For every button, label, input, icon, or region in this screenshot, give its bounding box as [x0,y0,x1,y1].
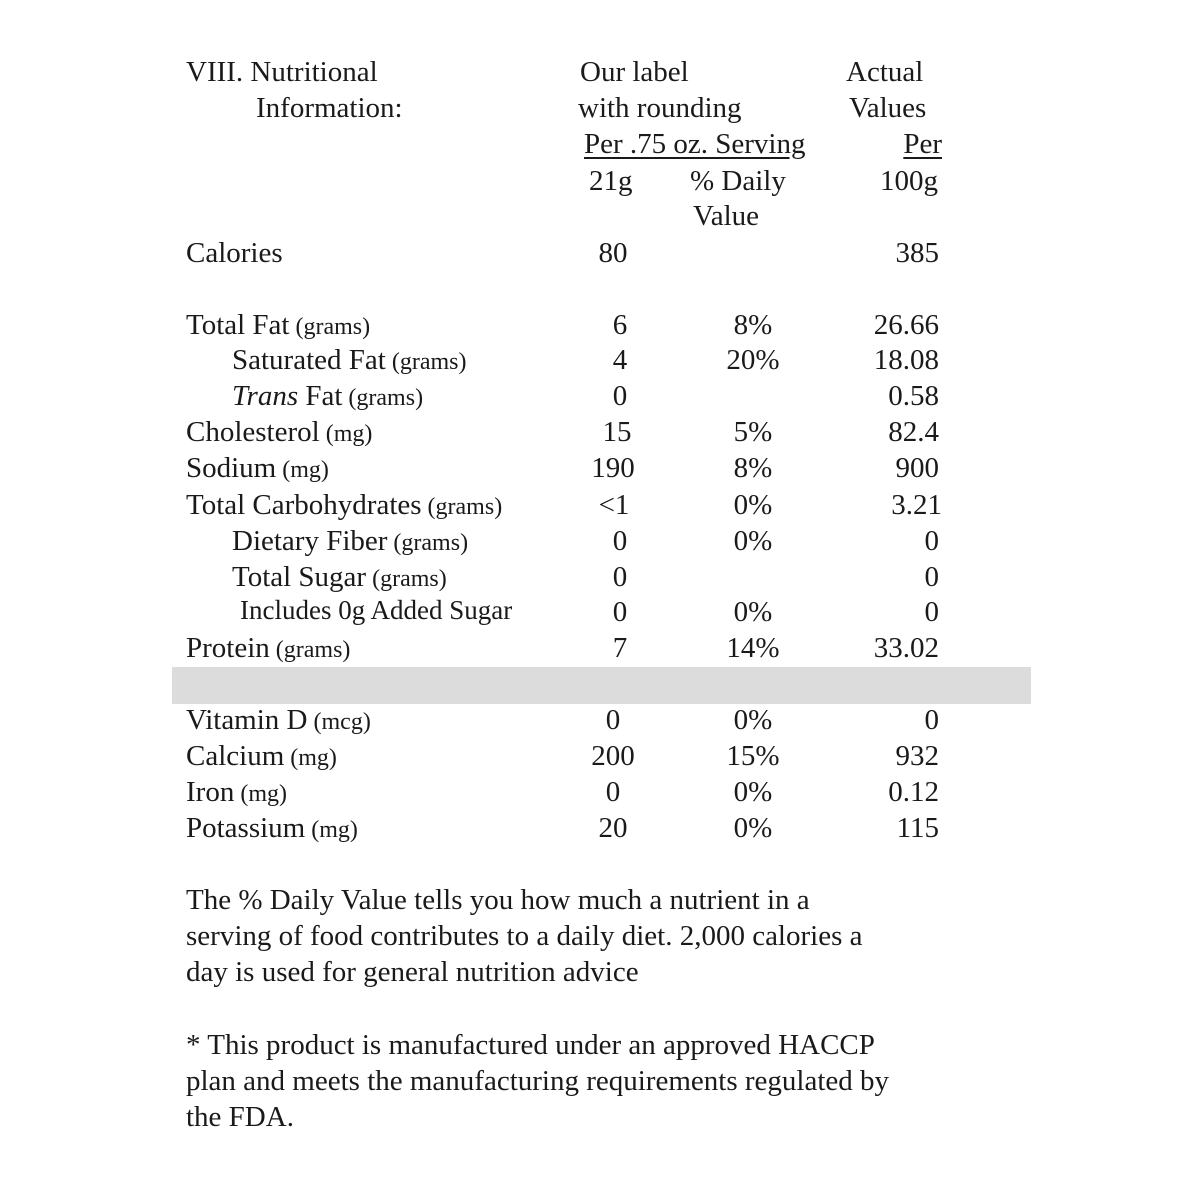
row-label-value: 0 [612,380,628,412]
separator-band [172,667,1031,704]
row-actual-value: 26.66 [873,309,939,341]
haccp-note-line: * This product is manufactured under an approved HACCP [186,1029,875,1061]
row-daily-value: 5% [733,416,773,448]
haccp-note-line: the FDA. [186,1101,294,1133]
row-actual-value: 115 [896,812,939,844]
row-daily-value: 0% [733,704,773,736]
row-label-value: 0 [612,561,628,593]
row-label-value: 20 [598,812,628,844]
row-daily-value: 8% [733,452,773,484]
row-label-value: 4 [612,344,628,376]
daily-value-note-line: day is used for general nutrition advice [186,956,639,988]
row-name-protein: Protein (grams) [186,632,351,664]
row-actual-value: 18.08 [873,344,939,376]
row-actual-value: 33.02 [873,632,939,664]
row-label-value: 7 [612,632,628,664]
row-label-value: 15 [602,416,632,448]
haccp-note-line: plan and meets the manufacturing requirements regulated by [186,1065,889,1097]
daily-value-note [186,882,863,990]
row-actual-value: 0 [924,596,939,628]
per-100g-heading: 100g [880,165,938,197]
row-label-value: 80 [598,237,628,269]
row-name-dietary-fiber: Dietary Fiber (grams) [232,525,469,557]
per-heading: Per [903,128,942,160]
row-name-total-carbohydrates: Total Carbohydrates (grams) [186,489,503,521]
row-name-sodium: Sodium (mg) [186,452,329,484]
serving-size-heading: Per .75 oz. Serving [584,128,806,160]
row-label-value: 0 [605,776,621,808]
row-name-added-sugar: Includes 0g Added Sugar [240,595,513,625]
row-label-value: 190 [591,452,635,484]
row-name-calcium: Calcium (mg) [186,740,337,772]
row-label-value: 0 [612,525,628,557]
row-name-iron: Iron (mg) [186,776,287,808]
row-daily-value: 0% [733,812,773,844]
row-actual-value: 0 [924,704,939,736]
row-name-total-sugar: Total Sugar (grams) [232,561,447,593]
row-actual-value: 3.21 [891,489,942,521]
row-daily-value: 0% [733,525,773,557]
row-name-calories: Calories [186,237,283,269]
row-name-total-fat: Total Fat (grams) [186,309,371,341]
haccp-note [186,1027,889,1135]
row-label-value: 200 [591,740,635,772]
daily-value-note-line: The % Daily Value tells you how much a nutrient in a [186,884,810,916]
row-daily-value: 0% [733,489,773,521]
row-daily-value: 20% [726,344,780,376]
section-subtitle: Information: [256,92,403,124]
row-daily-value: 8% [733,309,773,341]
daily-value-heading-2: Value [693,200,760,232]
row-actual-value: 0 [924,561,939,593]
row-daily-value: 15% [726,740,780,772]
row-actual-value: 82.4 [888,416,939,448]
section-title: VIII. Nutritional [186,56,378,88]
row-name-saturated-fat: Saturated Fat (grams) [232,344,467,376]
row-name-cholesterol: Cholesterol (mg) [186,416,373,448]
row-actual-value: 0 [924,525,939,557]
row-daily-value: 14% [726,632,780,664]
label-column-heading-2: with rounding [578,92,742,124]
row-actual-value: 932 [895,740,939,772]
row-daily-value: 0% [733,776,773,808]
grams-column-heading: 21g [589,165,633,197]
row-label-value: 0 [612,596,628,628]
row-label-value: 6 [612,309,628,341]
row-actual-value: 0.58 [888,380,939,412]
daily-value-note-line: serving of food contributes to a daily diet. 2,000 calories a [186,920,863,952]
row-actual-value: 900 [895,452,939,484]
label-column-heading-1: Our label [580,56,689,88]
row-name-potassium: Potassium (mg) [186,812,358,844]
row-label-value: 0 [605,704,621,736]
actual-column-heading-1: Actual [846,56,924,88]
row-name-vitamin-d: Vitamin D (mcg) [186,704,371,736]
row-actual-value: 385 [895,237,939,269]
daily-value-heading-1: % Daily [690,165,786,197]
row-daily-value: 0% [733,596,773,628]
row-name-trans-fat: Trans Fat (grams) [232,380,424,412]
row-actual-value: 0.12 [888,776,939,808]
row-label-value: <1 [598,489,630,521]
actual-column-heading-2: Values [849,92,927,124]
